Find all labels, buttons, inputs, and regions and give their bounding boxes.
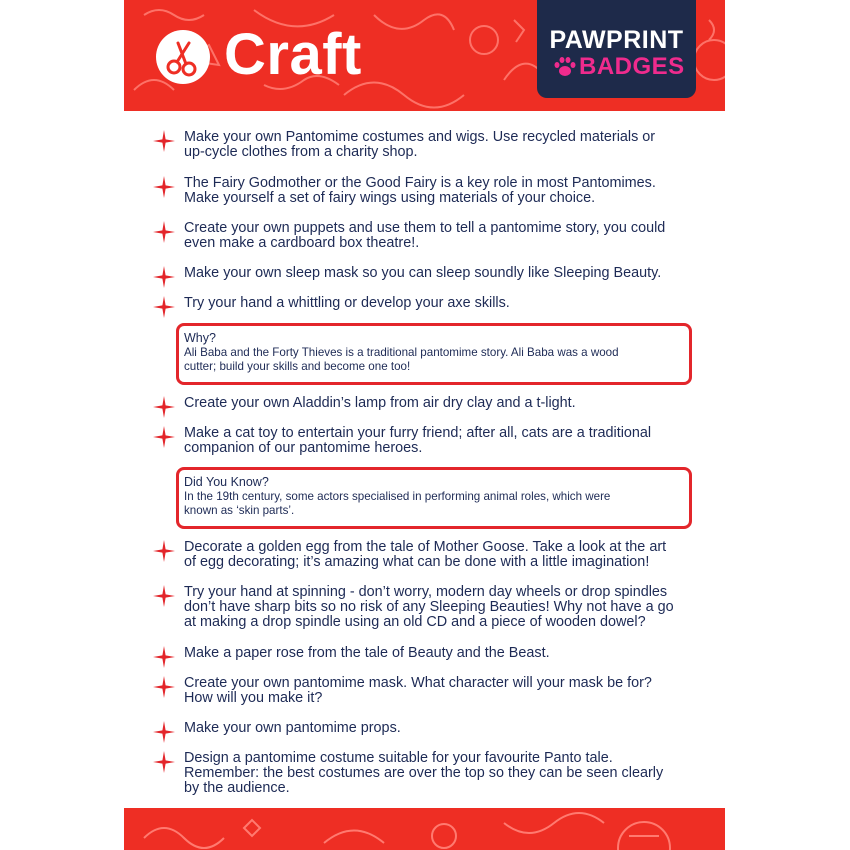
text-line: of egg decorating; it’s amazing what can be done with a little imagination! (184, 554, 650, 570)
scissors-icon (156, 30, 210, 84)
text-line: In the 19th century, some actors specialised in performing animal roles, which were (184, 490, 611, 503)
logo-line-1: PAWPRINT (549, 26, 684, 54)
footer-doodles (124, 808, 725, 850)
text-line: Try your hand at spinning - don’t worry, modern day wheels or drop spindles (184, 584, 668, 600)
text-line: Make yourself a set of fairy wings using materials of your choice. (184, 190, 596, 206)
list-item-text (184, 266, 709, 281)
header-banner (124, 0, 725, 111)
why-callout-box (176, 323, 692, 385)
text-line: Create your own Aladdin’s lamp from air dry clay and a t-light. (184, 395, 576, 411)
logo-line-2: BADGES (579, 53, 685, 80)
red-star-bullet-icon (153, 426, 175, 448)
text-line: How will you make it? (184, 690, 323, 706)
list-item-text (184, 221, 709, 251)
text-line: Create your own pantomime mask. What character will your mask be for? (184, 675, 652, 691)
red-star-bullet-icon (153, 585, 175, 607)
footer-banner (124, 808, 725, 850)
text-line: at making a drop spindle using an old CD and a piece of wooden dowel? (184, 614, 646, 630)
page-title: Craft (224, 22, 362, 87)
list-item-text (184, 646, 709, 661)
list-item-text (184, 721, 709, 736)
red-star-bullet-icon (153, 130, 175, 152)
red-star-bullet-icon (153, 176, 175, 198)
list-item-text (184, 751, 709, 796)
text-line: The Fairy Godmother or the Good Fairy is a key role in most Pantomimes. (184, 175, 656, 191)
logo-line-2-group (547, 52, 687, 82)
list-item-text (184, 176, 709, 206)
list-item-text (184, 540, 709, 570)
text-line: by the audience. (184, 780, 290, 796)
text-line: Design a pantomime costume suitable for your favourite Panto tale. (184, 750, 613, 766)
red-star-bullet-icon (153, 396, 175, 418)
red-star-bullet-icon (153, 676, 175, 698)
did-you-know-callout-box (176, 467, 692, 529)
red-star-bullet-icon (153, 721, 175, 743)
red-star-bullet-icon (153, 266, 175, 288)
text-line: Decorate a golden egg from the tale of Mother Goose. Take a look at the art (184, 539, 667, 555)
text-line: known as ‘skin parts’. (184, 504, 295, 517)
text-line: Ali Baba and the Forty Thieves is a traditional pantomime story. Ali Baba was a wood (184, 346, 619, 359)
text-line: Make your own pantomime props. (184, 720, 401, 736)
list-item-text (184, 130, 709, 160)
text-line: up-cycle clothes from a charity shop. (184, 144, 418, 160)
text-line: Make your own Pantomime costumes and wigs. Use recycled materials or (184, 129, 656, 145)
list-item-text (184, 296, 709, 311)
list-item-text (184, 396, 709, 411)
pawprint-badges-logo (537, 0, 696, 98)
text-line: don’t have sharp bits so no risk of any Sleeping Beauties! Why not have a go (184, 599, 674, 615)
callout-title: Did You Know? (184, 475, 269, 489)
red-star-bullet-icon (153, 296, 175, 318)
text-line: Remember: the best costumes are over the top so they can be seen clearly (184, 765, 664, 781)
list-item-text (184, 676, 709, 706)
text-line: Try your hand a whittling or develop your axe skills. (184, 295, 510, 311)
document-page (124, 0, 725, 850)
callout-body (184, 346, 684, 374)
red-star-bullet-icon (153, 751, 175, 773)
text-line: cutter; build your skills and become one too! (184, 360, 411, 373)
text-line: even make a cardboard box theatre!. (184, 235, 420, 251)
text-line: Make a paper rose from the tale of Beauty and the Beast. (184, 645, 550, 661)
text-line: Create your own puppets and use them to tell a pantomime story, you could (184, 220, 666, 236)
list-item-text (184, 585, 709, 630)
list-item-text (184, 426, 709, 456)
red-star-bullet-icon (153, 221, 175, 243)
callout-title: Why? (184, 331, 216, 345)
text-line: companion of our pantomime heroes. (184, 440, 423, 456)
red-star-bullet-icon (153, 646, 175, 668)
text-line: Make a cat toy to entertain your furry friend; after all, cats are a traditional (184, 425, 652, 441)
paw-icon (553, 56, 577, 78)
callout-body (184, 490, 684, 518)
text-line: Make your own sleep mask so you can sleep soundly like Sleeping Beauty. (184, 265, 662, 281)
red-star-bullet-icon (153, 540, 175, 562)
